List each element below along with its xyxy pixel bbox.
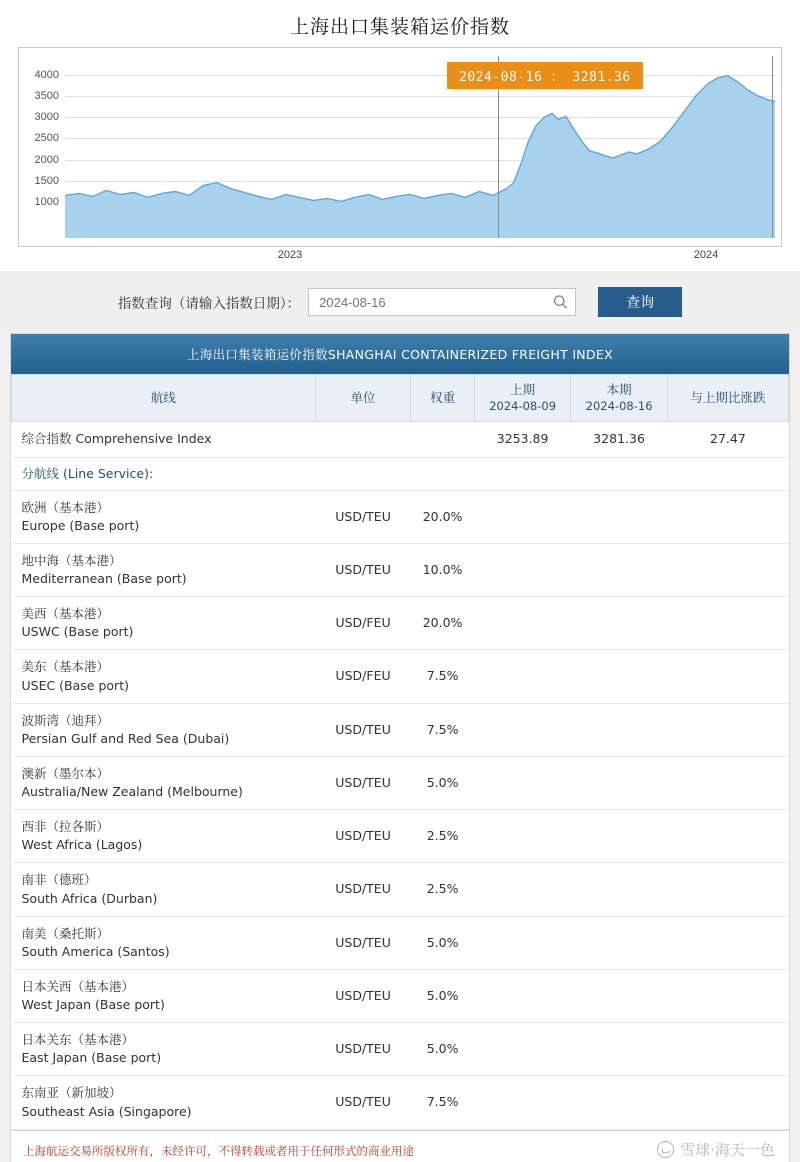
cell-unit [315,422,410,457]
table-caption: 上海出口集装箱运价指数SHANGHAI CONTAINERIZED FREIGHT INDEX [11,334,789,374]
cell-current [571,490,667,543]
cell-route [12,422,316,457]
route-cn: 美西（基本港） [21,606,110,622]
route-cn: 日本关西（基本港） [21,978,135,994]
snowball-icon [657,1141,674,1158]
query-submit-button[interactable]: 查询 [598,287,682,317]
cell-previous [474,543,570,596]
watermark-text: 雪球·海天一色 [680,1140,775,1159]
chart-panel [0,0,800,271]
chart-plot-area[interactable] [18,47,782,247]
search-icon[interactable] [553,295,568,310]
chart-title: 上海出口集装箱运价指数 [289,16,510,38]
cell-weight: 7.5% [411,1076,475,1129]
cell-weight: 5.0% [411,969,475,1022]
cell-unit: USD/TEU [315,703,410,756]
query-label: 指数查询（请输入指数日期）： [117,296,301,312]
cell-change: 27.47 [667,422,788,457]
route-cn: 澳新（墨尔本） [21,765,110,781]
cell-weight: 5.0% [411,916,475,969]
cell-current [571,1076,667,1129]
x-tick-label: 2023 [277,249,303,261]
chart-x-axis [18,249,782,267]
cell-previous [474,1023,570,1076]
cell-unit: USD/TEU [315,863,410,916]
cell-current [571,810,667,863]
cell-weight: 7.5% [411,703,475,756]
cell-unit: USD/FEU [315,597,410,650]
cell-weight: 20.0% [411,490,475,543]
cell-previous [474,863,570,916]
x-tick-label: 2024 [693,249,719,261]
chart-tooltip: 2024-08-16 ： 3281.36 [447,62,643,89]
table-header [12,375,789,422]
th-weight: 权重 [411,375,475,422]
th-previous [474,375,570,422]
th-previous-main: 上期 [510,382,536,397]
cell-previous: 3253.89 [474,422,570,457]
cell-current: 3281.36 [571,422,667,457]
date-input-wrapper[interactable] [308,288,576,316]
cell-change [667,543,788,596]
cell-change [667,597,788,650]
cell-change [667,810,788,863]
table-row [12,422,789,457]
th-previous-date: 2024-08-09 [489,398,557,413]
route-cn: 欧洲（基本港） [21,499,110,515]
cell-change [667,969,788,1022]
copyright-note: 上海航运交易所版权所有，未经许可，不得转载或者用于任何形式的商业用途 [23,1143,414,1158]
cell-previous [474,810,570,863]
cell-route [12,490,316,543]
cell-unit [315,457,410,490]
cell-unit: USD/TEU [315,916,410,969]
footer [10,1131,790,1162]
th-change: 与上期比涨跌 [667,375,788,422]
th-current-date: 2024-08-16 [585,398,653,413]
cell-route [12,543,316,596]
cell-route [12,916,316,969]
cell-current [571,969,667,1022]
route-cn: 东南亚（新加坡） [21,1085,122,1101]
route-en: USWC (Base port) [21,624,134,640]
scfi-table [10,333,790,1131]
table-header-row [12,375,789,422]
cell-weight [411,422,475,457]
cell-weight: 10.0% [411,543,475,596]
cell-weight: 5.0% [411,756,475,809]
cell-previous [474,969,570,1022]
route-en: USEC (Base port) [21,677,129,693]
cell-change [667,916,788,969]
route-en: Persian Gulf and Red Sea (Dubai) [21,730,230,746]
table-row [12,1023,789,1076]
route-en: Europe (Base port) [21,517,140,533]
route-cn: 西非（拉各斯） [21,819,110,835]
area-series-svg [65,56,775,238]
cell-section-label: 分航线 (Line Service): [12,457,316,490]
cell-previous [474,650,570,703]
cell-current [571,703,667,756]
index-date-input[interactable] [309,289,575,315]
th-unit: 单位 [315,375,410,422]
cell-current [571,457,667,490]
cell-change [667,490,788,543]
cell-change [667,1023,788,1076]
cell-previous [474,756,570,809]
query-bar [0,271,800,333]
route-en: West Africa (Lagos) [21,837,143,853]
route-en: West Japan (Base port) [21,997,165,1013]
cell-route [12,969,316,1022]
cell-unit: USD/TEU [315,756,410,809]
y-tick-label: 3500 [34,90,59,103]
cell-current [571,650,667,703]
cell-current [571,863,667,916]
y-tick-label: 2500 [34,132,59,145]
cell-previous [474,1076,570,1129]
cell-previous [474,597,570,650]
route-en: South America (Santos) [21,943,170,959]
route-cn: 地中海（基本港） [21,552,122,568]
y-tick-label: 4000 [34,69,59,82]
scfi-data-table [11,374,789,1130]
cell-route [12,1023,316,1076]
cell-unit: USD/TEU [315,543,410,596]
th-current-main: 本期 [606,382,632,397]
th-route: 航线 [12,375,316,422]
cell-change [667,1076,788,1129]
table-row [12,756,789,809]
cell-change [667,863,788,916]
y-tick-label: 1000 [34,195,59,208]
table-row [12,916,789,969]
route-en: Southeast Asia (Singapore) [21,1103,192,1119]
cell-route [12,810,316,863]
route-cn: 美东（基本港） [21,659,110,675]
route-cn: 南美（桑托斯） [21,925,110,941]
cell-unit: USD/TEU [315,1023,410,1076]
route-cn: 日本关东（基本港） [21,1032,135,1048]
cell-unit: USD/TEU [315,969,410,1022]
route-en: East Japan (Base port) [21,1050,162,1066]
table-row [12,650,789,703]
table-row [12,810,789,863]
cell-unit: USD/TEU [315,1076,410,1129]
route-cn: 波斯湾（迪拜） [21,712,110,728]
table-row [12,1076,789,1129]
route-cn: 综合指数 Comprehensive Index [21,431,212,447]
table-body [12,422,789,1129]
table-section-row [12,457,789,490]
table-row [12,863,789,916]
y-tick-label: 1500 [34,174,59,187]
route-en: Mediterranean (Base port) [21,571,187,587]
cell-current [571,756,667,809]
cell-change [667,703,788,756]
chart-cursor-line [772,56,773,238]
cell-previous [474,490,570,543]
cell-route [12,863,316,916]
cell-unit: USD/FEU [315,650,410,703]
cell-weight: 2.5% [411,863,475,916]
cell-weight: 7.5% [411,650,475,703]
cell-route [12,1076,316,1129]
cell-change [667,457,788,490]
route-cn: 南非（德班） [21,872,97,888]
th-current [571,375,667,422]
cell-route [12,703,316,756]
table-row [12,969,789,1022]
cell-change [667,756,788,809]
chart-plot [34,56,775,238]
cell-unit: USD/TEU [315,810,410,863]
table-row [12,543,789,596]
table-row [12,597,789,650]
table-row [12,703,789,756]
cell-route [12,597,316,650]
cell-route [12,756,316,809]
cell-previous [474,457,570,490]
cell-current [571,916,667,969]
route-en: Australia/New Zealand (Melbourne) [21,784,243,800]
cell-route [12,650,316,703]
cell-current [571,543,667,596]
table-row [12,490,789,543]
route-en: South Africa (Durban) [21,890,158,906]
cell-previous [474,916,570,969]
y-tick-label: 2000 [34,153,59,166]
cell-current [571,597,667,650]
watermark [657,1139,775,1160]
cell-previous [474,703,570,756]
cell-change [667,650,788,703]
cell-weight: 2.5% [411,810,475,863]
cell-weight: 20.0% [411,597,475,650]
cell-weight [411,457,475,490]
cell-unit: USD/TEU [315,490,410,543]
cell-weight: 5.0% [411,1023,475,1076]
cell-current [571,1023,667,1076]
y-tick-label: 3000 [34,111,59,124]
